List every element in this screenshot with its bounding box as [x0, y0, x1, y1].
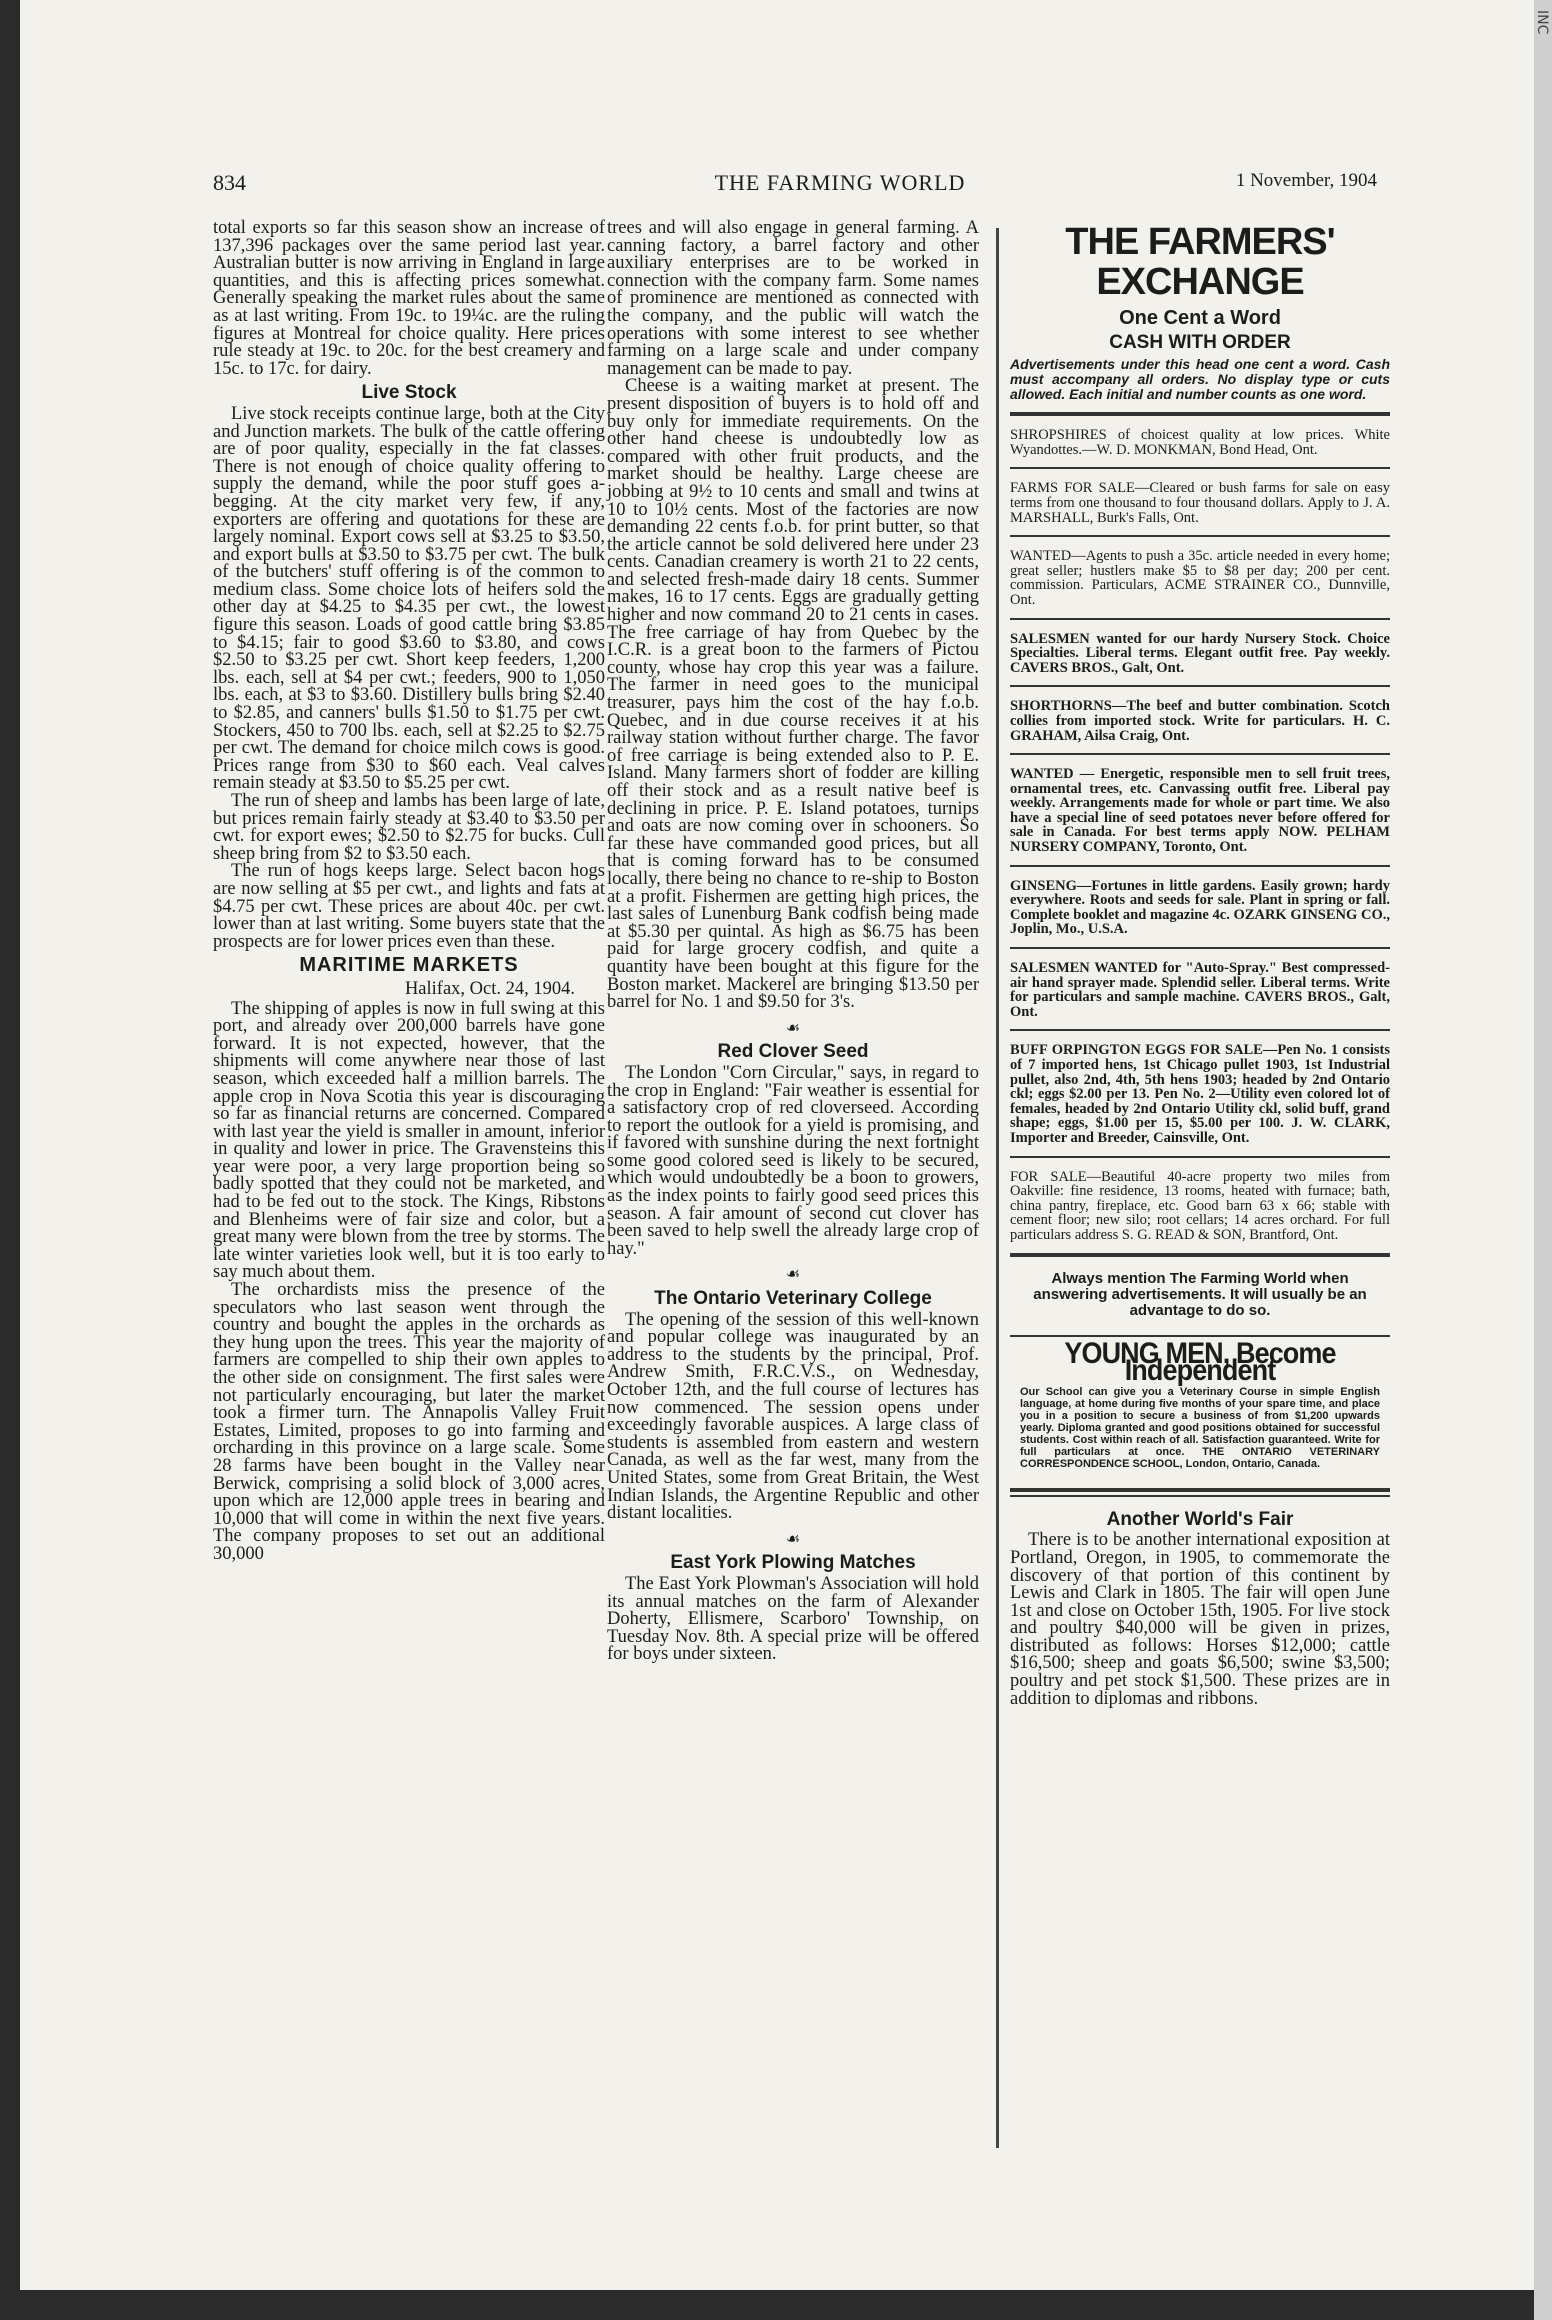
classified-ad: FOR SALE—Beautiful 40-acre property two miles from Oakville: fine residence, 13 rooms, heated with furnace; bath, china pantry, fireplace, etc. Good barn 63 x 66; stable with cement floor; new silo; root cellars; 14 acres orchard. For full particulars address S. G. READ & SON, Brantford, Ont. — [1010, 1168, 1390, 1243]
dateline: Halifax, Oct. 24, 1904. — [404, 978, 575, 999]
edge-text: INC — [1534, 10, 1550, 35]
mention-notice: Always mention The Farming World when answering advertisements. It will usually be an advantage to do so. — [1033, 1269, 1367, 1319]
classified-ad: GINSENG—Fortunes in little gardens. Easily grown; hardy everywhere. Roots and seeds for sale. Plant in spring or fall. Complete booklet and magazine 4c. OZARK GINSENG CO., Joplin, Mo., U.S.A. — [1010, 877, 1390, 938]
paragraph: The shipping of apples is now in full swing at this port, and already over 200,000 barrels have gone forward. It is not expected, however, that the shipments will come anywhere near those of last season, which exceeded half a million barrels. The apple crop in Nova Scotia this year is discouraging so far as financial returns are concerned. Compared with last year the yield is smaller in amount, inferior in quality and lower in price. The Gravensteins this year were poor, a very large proportion being so badly spotted that they could not be marketed, and had to be fed out to the stock. The Kings, Ribstons and Blenheims were of fair size and color, but a great many were blown from the tree by storms. The late winter varieties look well, but it is too early to say much about them. — [213, 998, 605, 1283]
paragraph: Live stock receipts continue large, both at the City and Junction markets. The bulk of the cattle offering are of poor quality, especially in the fat classes. There is not enough of choice quality offering to supply the demand, while the poor stuff goes a-begging. At the city market very few, if any, exporters are offering and quotations for these are largely nominal. Export cows sell at $3.25 to $3.50, and export bulls at $3.50 to $3.75 per cwt. The bulk of the butchers' stuff offering is of the common to medium class. Some choice lots of heifers sold the other day at $4.25 to $4.35 per cwt., the lowest figure this season. Loads of good cattle bring $3.85 to $4.15; fair to good $3.60 to $3.80, and cows $2.50 to $3.25 per cwt. Short keep feeders, 1,200 lbs. each, sell at $4 per cwt.; feeders, 900 to 1,050 lbs. each, at $3 to $3.60. Distillery bulls bring $2.40 to $2.85, and canners' bulls $1.50 to $1.75 per cwt. Stockers, 450 to 700 lbs. each, sell at $2.25 to $2.75 per cwt. The demand for choice milch cows is good. Prices range from $30 to $60 each. Veal calves remain steady at $3.50 to $5.25 per cwt. — [213, 403, 605, 794]
column-divider — [996, 228, 999, 2148]
divider — [1010, 1488, 1390, 1492]
divider — [1010, 1495, 1390, 1497]
farmers-exchange-title: THE FARMERS' EXCHANGE — [1065, 221, 1335, 303]
paragraph: Cheese is a waiting market at present. The present disposition of buyers is to hold off and buy only for immediate requirements. On the other hand cheese is undoubtedly low as compared with other fruit products, and the market should be healthy. Large cheese are jobbing at 9½ to 10 cents and small and twins at 10 to 10½ cents. Most of the factories are now demanding 22 cents f.o.b. for print butter, so that the article cannot be sold delivered here under 23 cents. Canadian creamery is worth 21 to 22 cents, and selected fresh-made dairy 18 cents. Summer makes, 16 to 17 cents. Eggs are gradually getting higher and now command 20 to 21 cents in cases. The free carriage of hay from Quebec by the I.C.R. is a great boon to the farmers of Pictou county, whose hay crop this year was a failure. The farmer in need goes to the municipal treasurer, pays him the cost of the hay f.o.b. Quebec, and in due course receives it at his railway station without further charge. The favor of free carriage is being extended also to P. E. Island. Many farmers short of fodder are killing off their stock and as a result native beef is declining in price. P. E. Island potatoes, turnips and oats are now coming over in schooners. So far these have commanded good prices, but all that is coming forward has to be consumed locally, there being no chance to re-ship to Boston at a profit. Fishermen are getting high prices, the last sales of Lunenburg Bank codfish being made at $5.30 per quintal. As high as $6.75 has been paid for large grocery codfish, and quite a quantity have been bought at this figure for the Boston market. Mackerel are bringing $13.50 per barrel for No. 1 and $9.50 for 3's. — [607, 376, 979, 1013]
young-men-ad-text: Our School can give you a Veterinary Course in simple English language, at home during five months of your spare time, and place you in a position to secure a business of from $1,200 upwards yearly. Diploma granted and good positions obtained for successful students. Cost within reach of all. Satisfaction guaranteed. Write for full particulars at once. THE ONTARIO VETERINARY CORRESPONDENCE SCHOOL, London, Ontario, Canada. — [1020, 1385, 1380, 1470]
cash-with-order: CASH WITH ORDER — [1109, 331, 1291, 353]
heading-live-stock: Live Stock — [361, 382, 457, 404]
young-men-ad-title: YOUNG MEN, Become Independent — [1064, 1336, 1336, 1388]
publication-title: THE FARMING WORLD — [714, 170, 966, 195]
classified-ad: SALESMEN wanted for our hardy Nursery Stock. Choice Specialties. Liberal terms. Elegant outfit free. Pay weekly. CAVERS BROS., Galt, Ont. — [1010, 630, 1390, 676]
heading-maritime-markets: MARITIME MARKETS — [299, 954, 519, 977]
column-2 — [607, 220, 979, 1664]
classified-ad: BUFF ORPINGTON EGGS FOR SALE—Pen No. 1 consists of 7 imported hens, 1st Chicago pullet 1903, 1st Industrial pullet, also 2nd, 4th, 5th hens 1903; headed by 2nd Ontario ckl; eggs $2.00 per 13. Pen No. 2—Utility even colored lot of females, headed by 2nd Ontario Utility ckl, solid buff, grand shape; eggs, $1.00 per 15, $5.00 per 100. J. W. CLARK, Importer and Breeder, Cainsville, Ont. — [1010, 1042, 1390, 1146]
paragraph: There is to be another international exposition at Portland, Oregon, in 1905, to commemorate the discovery of that portion of this continent by Lewis and Clark in 1805. The fair will open June 1st and close on October 15th, 1905. For live stock and poultry $40,000 will be given in prizes, distributed as follows: Horses $12,000; cattle $16,500; sheep and goats $6,500; swine $3,500; poultry and pet stock $1,500. These prizes are in addition to diplomas and ribbons. — [1010, 1530, 1390, 1709]
column-1 — [213, 220, 605, 1564]
paragraph: The opening of the session of this well-known and popular college was inaugurated by an address to the students by the principal, Prof. Andrew Smith, F.R.C.V.S., on Wednesday, October 12th, and the full course of lectures has now commenced. The session opens under exceedingly favorable auspices. A large class of students is assembled from eastern and western Canada, as well as the far west, many from the United States, some from Great Britain, the West Indian Islands, the Argentine Republic and other distant localities. — [607, 1309, 979, 1524]
ornament-icon: ☙ — [785, 1019, 801, 1037]
heading-plowing-matches: East York Plowing Matches — [670, 1552, 916, 1574]
issue-date: 1 November, 1904 — [1235, 170, 1377, 191]
ornament-icon: ☙ — [785, 1266, 801, 1284]
heading-red-clover-seed: Red Clover Seed — [717, 1041, 869, 1063]
paragraph: The orchardists miss the presence of the speculators who last season went through the country and bought the apples in the orchards as they hung upon the trees. This year the majority of farmers are compelled to ship their own apples to the other side on consignment. The first sales were not particularly encouraging, but later the market took a firmer turn. The Annapolis Valley Fruit Estates, Limited, proposes to go into farming and orcharding in this province on a large scale. Some 28 farms have been bought in the Valley near Berwick, comprising a solid block of 3,000 acres, upon which are 12,000 apple trees in bearing and 10,000 that will come in within the next five years. The company proposes to set out an additional 30,000 — [213, 1280, 605, 1564]
heading-world-fair: Another World's Fair — [1106, 1508, 1294, 1530]
classified-ad: SALESMEN WANTED for "Auto-Spray." Best compressed-air hand sprayer made. Splendid seller. Liberal terms. Write for particulars and sample machine. CAVERS BROS., Galt, Ont. — [1010, 960, 1390, 1020]
heading-veterinary-college: The Ontario Veterinary College — [654, 1288, 932, 1310]
scanner-edge-strip — [1534, 0, 1552, 2320]
classified-ad: SHORTHORNS—The beef and butter combination. Scotch collies from imported stock. Write for particulars. H. C. GRAHAM, Ailsa Craig, Ont. — [1010, 698, 1390, 744]
page-number: 834 — [213, 170, 246, 195]
paragraph: The East York Plowman's Association will hold its annual matches on the farm of Alexander Doherty, Ellismere, Scarboro' Township, on Tuesday Nov. 8th. A special prize will be offered for boys under sixteen. — [607, 1573, 979, 1665]
paragraph: The run of hogs keeps large. Select bacon hogs are now selling at $5 per cwt., and lights and fats at $4.75 per cwt. These prices are about 40c. per cwt. lower than at last writing. Some buyers state that the prospects are for lower prices even than these. — [213, 861, 605, 952]
farmers-exchange-subtitle: One Cent a Word — [1119, 307, 1281, 329]
paragraph: The London "Corn Circular," says, in regard to the crop in England: "Fair weather is essential for a satisfactory crop of red cloverseed. According to report the outlook for a yield is promising, and if favored with sunshine during the next fortnight some good colored seed is likely to be secured, which would undoubtedly be a boon to growers, as the index points to fairly good seed prices this season. A fair amount of second cut clover has been saved to help swell the already large crop of hay." — [607, 1062, 979, 1259]
column-3 — [1010, 220, 1390, 1708]
paragraph: trees and will also engage in general farming. A canning factory, a barrel factory and other auxiliary enterprises are to be worked in connection with the company farm. Some names of prominence are mentioned as connected with the company, and the public will watch the operations with some interest to see whether farming on a large scale and under company management can be made to pay. — [607, 218, 979, 379]
paragraph: The run of sheep and lambs has been large of late, but prices remain fairly steady at $3.40 to $3.50 per cwt. for export ewes; $2.50 to $2.75 for bucks. Cull sheep bring from $2 to $3.50 each. — [213, 791, 605, 864]
paragraph: total exports so far this season show an increase of 137,396 packages over the same period last year. Australian butter is now arriving in England in large quantities, and this is affecting prices somewhat. Generally speaking the market rules about the same as at last writing. From 19c. to 19¼c. are the ruling figures at Montreal for choice quality. Here prices rule steady at 19c. to 20c. for the best creamery and 15c. to 17c. for dairy. — [213, 218, 605, 379]
classified-ad: FARMS FOR SALE—Cleared or bush farms for sale on easy terms from one thousand to four thousand dollars. Apply to J. A. MARSHALL, Burk's Falls, Ont. — [1010, 480, 1390, 526]
ornament-icon: ☙ — [785, 1530, 801, 1548]
classified-terms: Advertisements under this head one cent a word. Cash must accompany all orders. No display type or cuts allowed. Each initial and number counts as one word. — [1010, 356, 1390, 403]
classified-ad: WANTED—Agents to push a 35c. article needed in every home; great seller; hustlers make $5 to $8 per day; 200 per cent. commission. Particulars, ACME STRAINER CO., Dunnville, Ont. — [1010, 548, 1390, 608]
classified-ad: SHROPSHIRES of choicest quality at low prices. White Wyandottes.—W. D. MONKMAN, Bond Head, Ont. — [1010, 427, 1390, 458]
classified-ad: WANTED — Energetic, responsible men to sell fruit trees, ornamental trees, etc. Canvassing outfit free. Liberal pay weekly. Arrangements made for whole or part time. We also have a special line of seed potatoes never before offered for sale in Canada. For best terms apply NOW. PELHAM NURSERY COMPANY, Toronto, Ont. — [1010, 766, 1390, 856]
